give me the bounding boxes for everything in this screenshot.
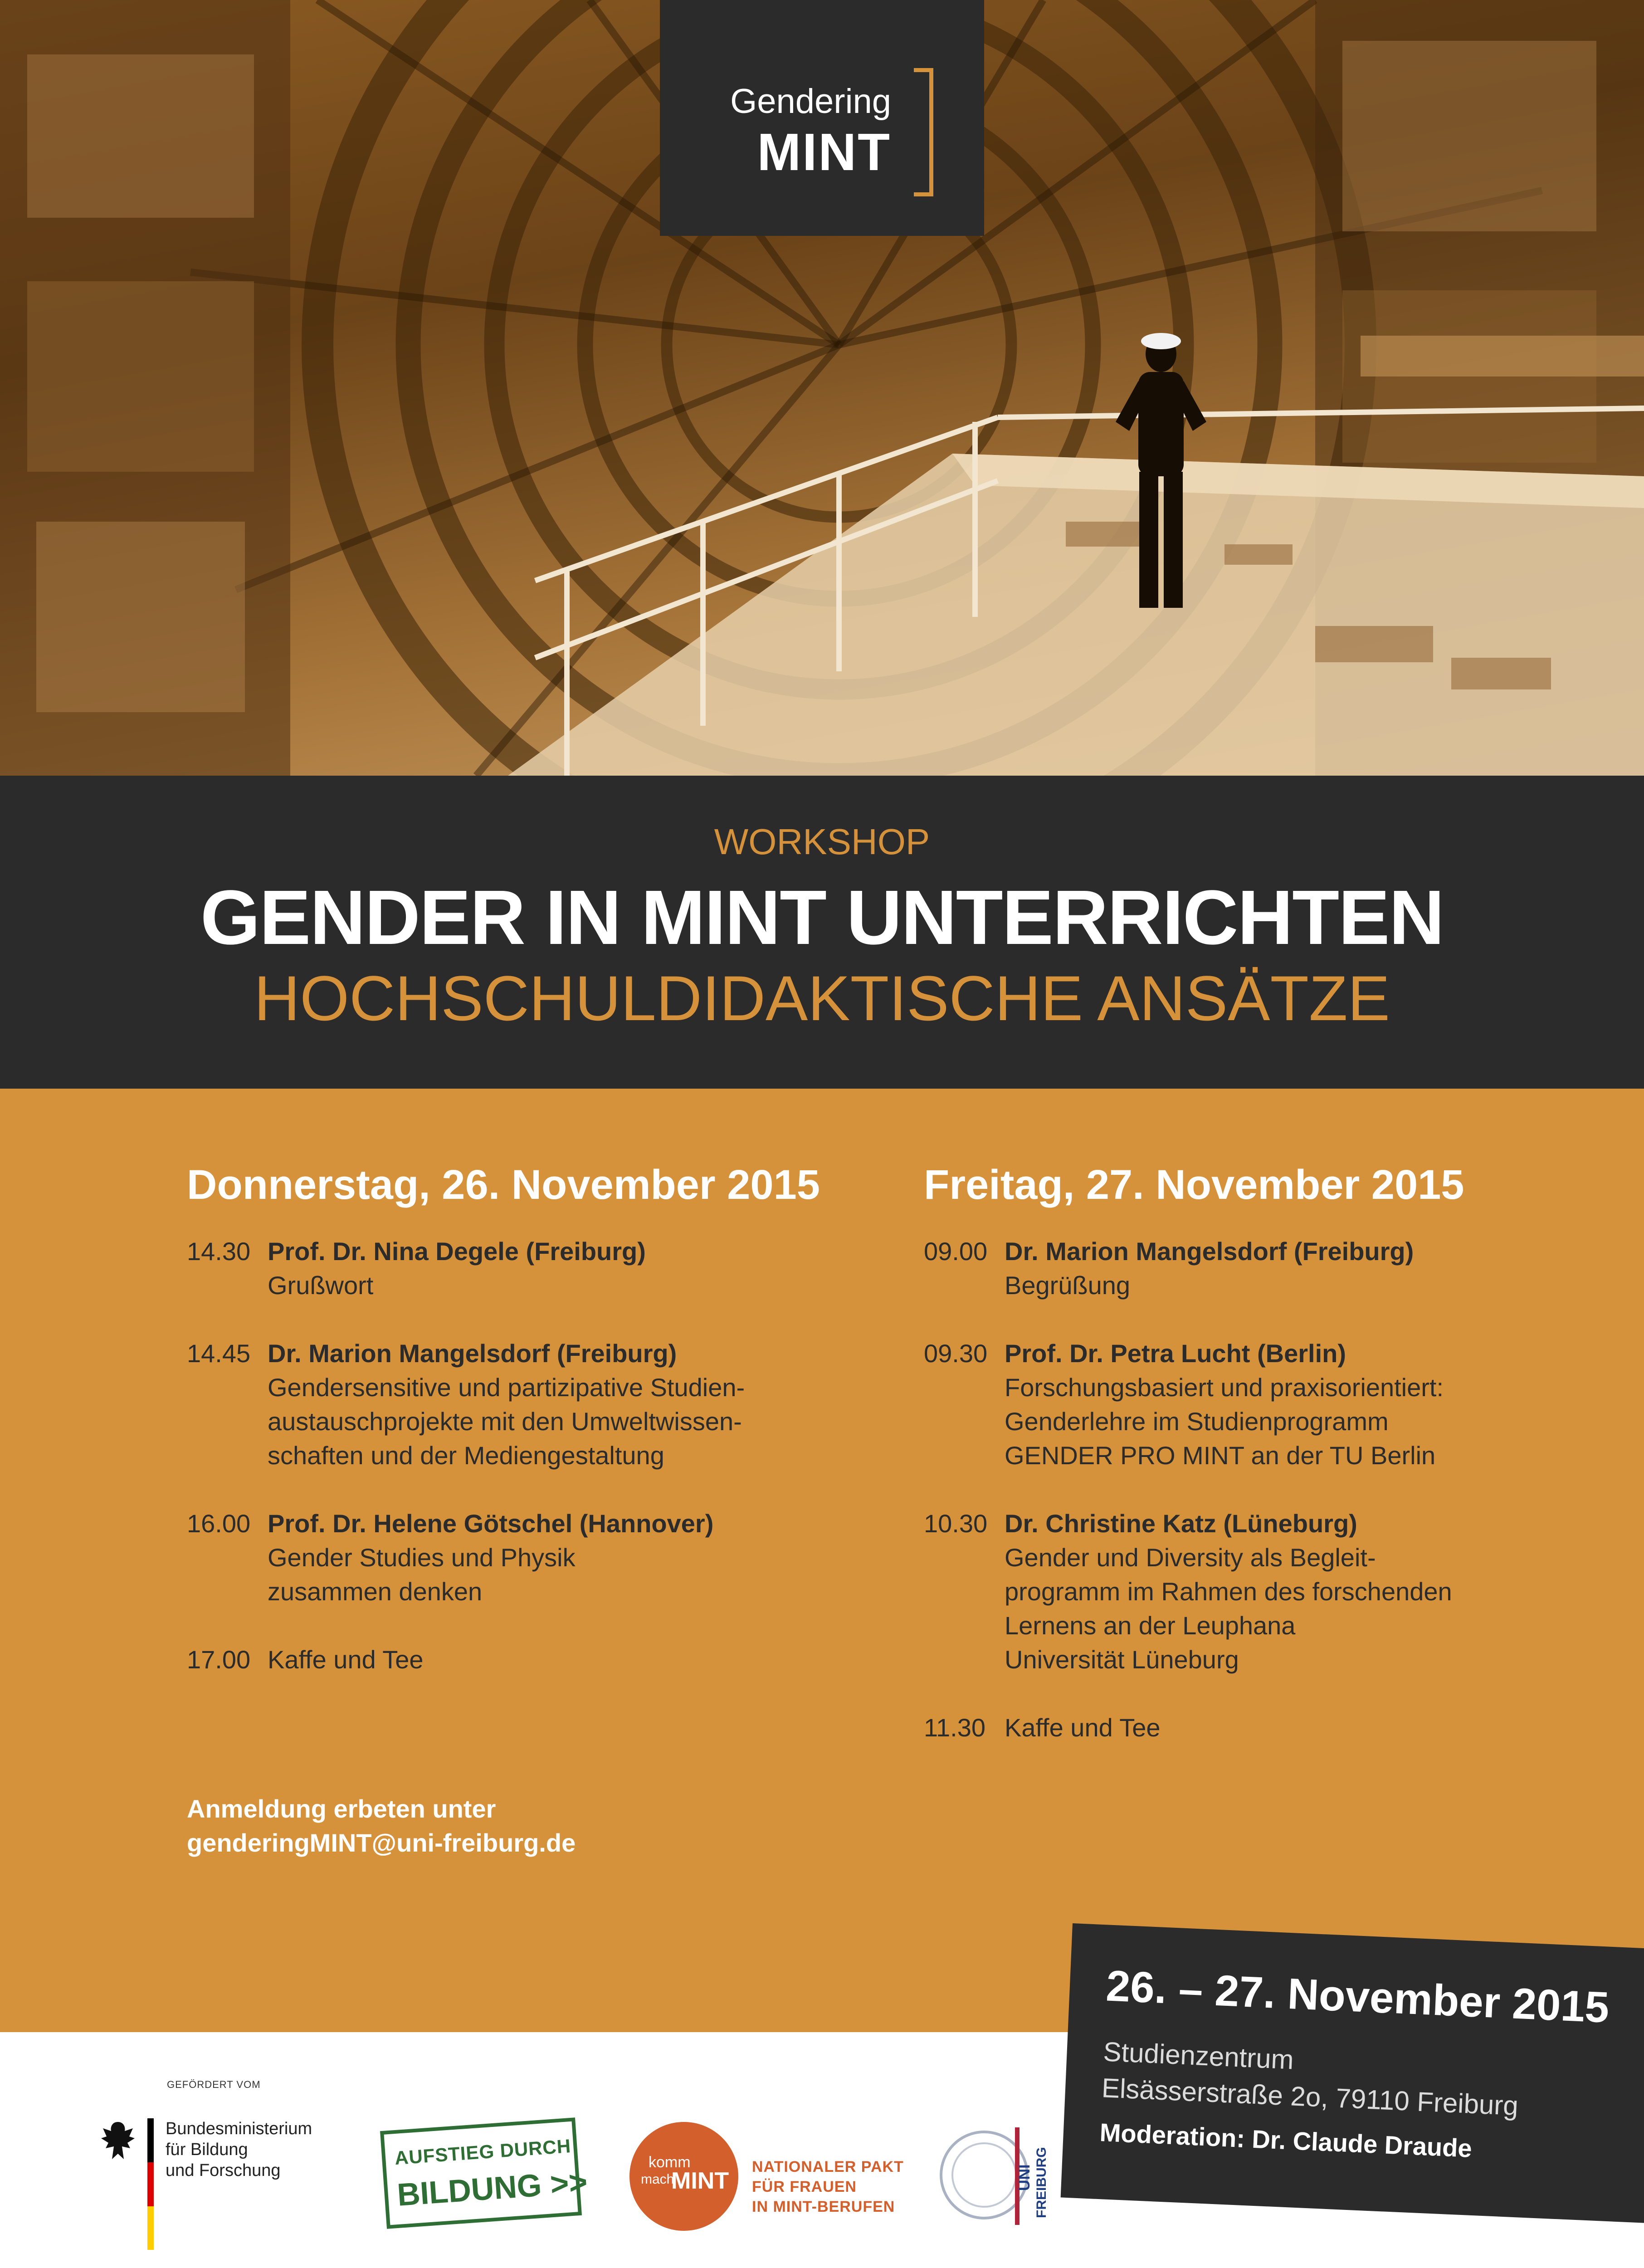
program-day-2 bbox=[924, 1161, 1604, 1779]
workshop-title: GENDER IN MINT UNTERRICHTEN bbox=[200, 875, 1444, 961]
program-section bbox=[0, 1089, 1644, 2032]
program-day-1 bbox=[187, 1161, 867, 1711]
entry-description: Genderlehre im Studienprogramm bbox=[1005, 1407, 1389, 1436]
entry-description: Kaffe und Tee bbox=[1005, 1713, 1161, 1742]
entry-time: 16.00 bbox=[187, 1509, 251, 1538]
logo-line-gendering: Gendering bbox=[730, 82, 891, 121]
bmbf-logo bbox=[98, 2118, 351, 2250]
entry-description: Grußwort bbox=[268, 1271, 374, 1300]
event-date-card bbox=[1061, 1923, 1644, 2224]
bmbf-name-line: Bundesministerium bbox=[166, 2119, 312, 2138]
event-address: Elsässerstraße 2o, 79110 Freiburg bbox=[1101, 2072, 1519, 2121]
entry-description: Gendersensitive und partizipative Studien- bbox=[268, 1373, 745, 1402]
entry-description: Forschungsbasiert und praxisorientiert: bbox=[1005, 1373, 1444, 1402]
pakt-line: FÜR FRAUEN bbox=[752, 2178, 857, 2195]
mach-text: mach bbox=[641, 2172, 674, 2187]
bmbf-name bbox=[166, 2118, 312, 2181]
entry-speaker: Prof. Dr. Petra Lucht (Berlin) bbox=[1005, 1339, 1346, 1368]
freiburg-text: FREIBURG bbox=[1034, 2147, 1049, 2218]
bmbf-name-line: für Bildung bbox=[166, 2140, 248, 2159]
aufstieg-durch-bildung-logo bbox=[380, 2117, 589, 2229]
program-entry bbox=[924, 1336, 1604, 1472]
day-heading: Freitag, 27. November 2015 bbox=[924, 1162, 1464, 1208]
entry-description: Universität Lüneburg bbox=[1005, 1645, 1239, 1674]
uni-text: UNI bbox=[1016, 2164, 1033, 2191]
uni-seal-icon bbox=[941, 2132, 1027, 2218]
entry-time: 14.45 bbox=[187, 1339, 251, 1368]
entry-description: austauschprojekte mit den Umweltwissen- bbox=[268, 1407, 742, 1436]
komm-text: komm bbox=[649, 2154, 691, 2171]
entry-time: 14.30 bbox=[187, 1237, 251, 1266]
workshop-kicker: WORKSHOP bbox=[714, 821, 930, 862]
event-date: 26. – 27. November 2015 bbox=[1105, 1961, 1610, 2032]
entry-description: Lernens an der Leuphana bbox=[1005, 1611, 1296, 1640]
funded-by-label: GEFÖRDERT VOM bbox=[167, 2079, 261, 2090]
logo-bracket-icon bbox=[914, 68, 933, 196]
entry-time: 17.00 bbox=[187, 1645, 251, 1674]
event-venue: Studienzentrum bbox=[1103, 2036, 1295, 2075]
entry-time: 10.30 bbox=[924, 1509, 988, 1538]
program-entry bbox=[187, 1642, 867, 1677]
registration-text: Anmeldung erbeten unter bbox=[187, 1794, 496, 1823]
komm-mach-mint-logo bbox=[629, 2122, 738, 2231]
day-heading: Donnerstag, 26. November 2015 bbox=[187, 1162, 820, 1208]
program-entry bbox=[924, 1711, 1604, 1745]
entry-speaker: Dr. Marion Mangelsdorf (Freiburg) bbox=[268, 1339, 677, 1368]
gendering-mint-logo bbox=[660, 0, 984, 236]
entry-speaker: Dr. Christine Katz (Lüneburg) bbox=[1005, 1509, 1357, 1538]
registration-note bbox=[187, 1792, 576, 1860]
program-entry bbox=[187, 1234, 867, 1302]
pakt-line: NATIONALER PAKT bbox=[752, 2158, 904, 2175]
entry-time: 11.30 bbox=[924, 1713, 985, 1742]
nationaler-pakt-text bbox=[752, 2157, 904, 2217]
logo-line-mint: MINT bbox=[757, 122, 891, 181]
program-entry bbox=[187, 1336, 867, 1472]
entry-speaker: Dr. Marion Mangelsdorf (Freiburg) bbox=[1005, 1237, 1414, 1266]
registration-email-link[interactable]: genderingMINT@uni-freiburg.de bbox=[187, 1828, 576, 1857]
entry-time: 09.30 bbox=[924, 1339, 988, 1368]
entry-description: Kaffe und Tee bbox=[268, 1645, 424, 1674]
entry-speaker: Prof. Dr. Helene Götschel (Hannover) bbox=[268, 1509, 714, 1538]
entry-description: GENDER PRO MINT an der TU Berlin bbox=[1005, 1441, 1436, 1470]
entry-description: Gender Studies und Physik bbox=[268, 1543, 576, 1572]
title-band bbox=[0, 776, 1644, 1089]
entry-time: 09.00 bbox=[924, 1237, 988, 1266]
mint-text: MINT bbox=[671, 2168, 729, 2194]
german-flag-bar-icon bbox=[147, 2118, 154, 2250]
aufstieg-line-1: AUFSTIEG DURCH bbox=[394, 2135, 572, 2169]
bmbf-name-line: und Forschung bbox=[166, 2161, 281, 2180]
federal-eagle-icon bbox=[98, 2118, 138, 2168]
pakt-line: IN MINT-BERUFEN bbox=[752, 2198, 895, 2215]
entry-description: zusammen denken bbox=[268, 1577, 483, 1606]
event-moderation: Moderation: Dr. Claude Draude bbox=[1099, 2118, 1473, 2163]
entry-speaker: Prof. Dr. Nina Degele (Freiburg) bbox=[268, 1237, 646, 1266]
hero-photo bbox=[0, 0, 1644, 776]
program-entry bbox=[924, 1506, 1604, 1677]
program-entry bbox=[924, 1234, 1604, 1302]
uni-freiburg-logo bbox=[939, 2118, 1052, 2232]
entry-description: programm im Rahmen des forschenden bbox=[1005, 1577, 1452, 1606]
entry-description: Gender und Diversity als Begleit- bbox=[1005, 1543, 1376, 1572]
entry-description: Begrüßung bbox=[1005, 1271, 1131, 1300]
aufstieg-line-2: BILDUNG >> bbox=[396, 2164, 589, 2213]
workshop-subtitle: HOCHSCHULDIDAKTISCHE ANSÄTZE bbox=[254, 963, 1390, 1034]
program-entry bbox=[187, 1506, 867, 1608]
entry-description: schaften und der Mediengestaltung bbox=[268, 1441, 664, 1470]
